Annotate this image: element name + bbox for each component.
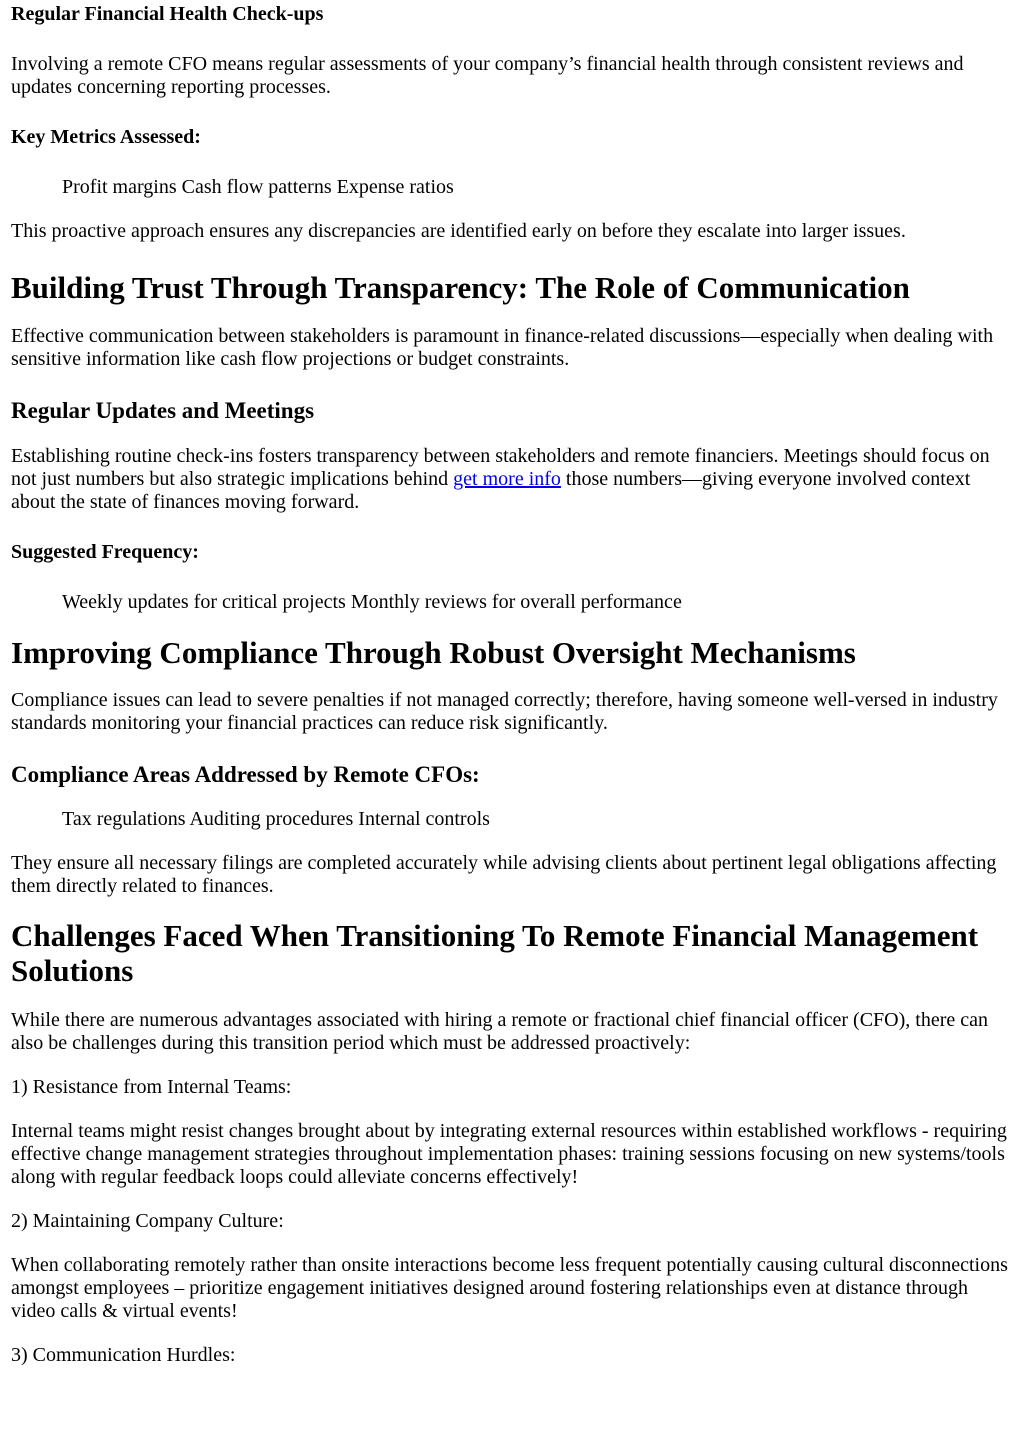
compliance-areas-list: Tax regulations Auditing procedures Internal controls [62,808,490,830]
trust-heading: Building Trust Through Transparency: The Role of Communication [11,270,910,305]
compliance-heading: Improving Compliance Through Robust Oversight Mechanisms [11,635,856,670]
checkups-heading: Regular Financial Health Check-ups [11,3,324,25]
challenges-intro: While there are numerous advantages associated with hiring a remote or fractional chief financial officer (CFO), there can also be challenges during this transition period which must be addressed proactively: [11,1009,988,1054]
article [0,3,1024,1367]
updates-heading: Regular Updates and Meetings [11,398,315,423]
challenge-1-title: 1) Resistance from Internal Teams: [11,1076,292,1098]
updates-paragraph [11,445,1013,514]
challenge-1-text: Internal teams might resist changes brought about by integrating external resources within established workflows - requiring effective change management strategies throughout implementation phases: training sessions focusing on new systems/tools along with regular feedback loops could alleviate concerns effectively! [11,1120,1007,1188]
updates-text-before: Establishing routine check-ins fosters transparency between stakeholders and remote financiers. Meetings should focus on not just numbers but also strategic implications behind [11,445,990,490]
frequency-list: Weekly updates for critical projects Monthly reviews for overall performance [62,591,682,613]
challenge-3-title: 3) Communication Hurdles: [11,1344,236,1366]
challenge-2-text: When collaborating remotely rather than onsite interactions become less frequent potentially causing cultural disconnections amongst employees – prioritize engagement initiatives designed around fostering relationships even at distance through video calls & virtual events! [11,1254,1008,1322]
get-more-info-link[interactable]: get more info [453,468,561,490]
challenge-2-title: 2) Maintaining Company Culture: [11,1210,284,1232]
challenges-heading: Challenges Faced When Transitioning To Remote Financial Management Solutions [11,918,979,988]
compliance-outro: They ensure all necessary filings are completed accurately while advising clients about pertinent legal obligations affecting them directly related to finances. [11,852,997,897]
frequency-heading: Suggested Frequency: [11,541,199,563]
updates-text-after: those numbers—giving everyone involved context about the state of finances moving forward. [11,468,971,513]
compliance-intro: Compliance issues can lead to severe penalties if not managed correctly; therefore, having someone well-versed in industry standards monitoring your financial practices can reduce risk significantly. [11,689,998,734]
checkups-intro: Involving a remote CFO means regular assessments of your company’s financial health through consistent reviews and updates concerning reporting processes. [11,53,964,98]
key-metrics-heading: Key Metrics Assessed: [11,126,201,148]
key-metrics-list: Profit margins Cash flow patterns Expense ratios [62,176,454,198]
checkups-outro: This proactive approach ensures any discrepancies are identified early on before they escalate into larger issues. [11,220,906,242]
compliance-areas-heading: Compliance Areas Addressed by Remote CFOs: [11,762,480,787]
trust-intro: Effective communication between stakeholders is paramount in finance-related discussions—especially when dealing with sensitive information like cash flow projections or budget constraints. [11,325,994,370]
